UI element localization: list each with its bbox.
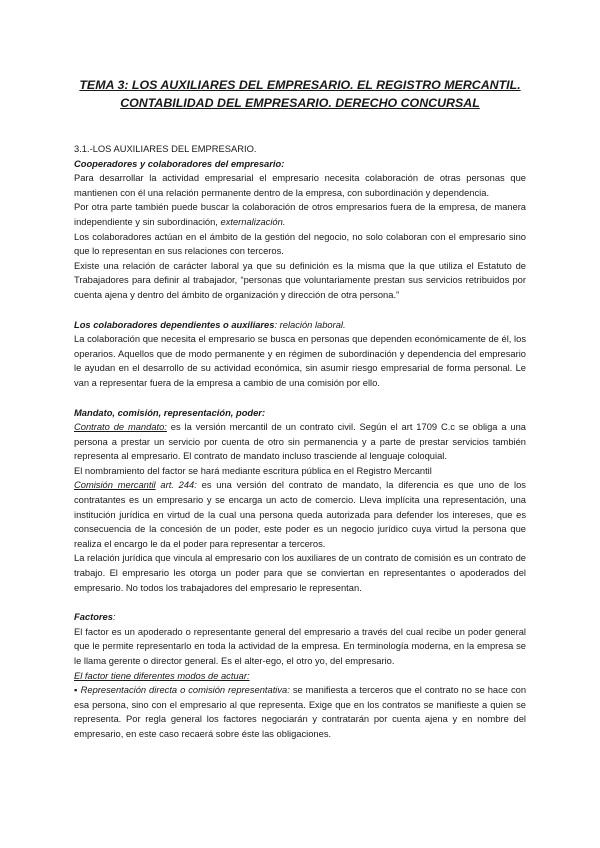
factores-heading-text: Factores (74, 612, 113, 623)
bullet-icon: ▪ (74, 685, 78, 696)
cooperadores-heading: Cooperadores y colaboradores del empresario: (74, 158, 285, 169)
cooperadores-paragraph-3: Los colaboradores actúan en el ámbito de la gestión del negocio, no solo colaboran con el empresario sino que lo representan en sus relaciones con terceros. (74, 231, 526, 257)
document-title (74, 76, 526, 112)
comision-text: es una versión del contrato de mandato, la diferencia es que uno de los contratantes es un empresario y se encarga un acto de comercio. Lleva implícita una representación, una institución jurídica en virtud de la cual una persona queda autorizada para defender los intereses, que es consecuencia de la concesión de un poder, este poder es un negocio jurídico cuya virtud la persona que realiza el encargo le da el poder para representar a terceros. (74, 480, 526, 549)
comision-paragraph (74, 478, 526, 551)
spacer (74, 391, 526, 406)
contrato-mandato-label: Contrato de mandato: (74, 422, 167, 433)
dependientes-heading (74, 318, 526, 333)
relacion-paragraph: La relación jurídica que vincula al empresario con los auxiliares de un contrato de comisión es un contrato de trabajo. El empresario les otorga un poder para que se conviertan en representantes o apoderados del empresario. No todos los trabajadores del empresario le representan. (74, 553, 526, 593)
cooperadores-p2-text: Por otra parte también puede buscar la colaboración de otros empresarios fuera de la empresa, de manera independiente y sin subordinación, (74, 202, 526, 227)
factores-heading-suffix: : (112, 612, 116, 623)
cooperadores-paragraph-4: Existe una relación de carácter laboral ya que su definición es la misma que la que utiliza el Estatuto de Trabajadores para definir al trabajador, “personas que voluntariamente prestan sus servicios retribuidos por cuenta ajena y dentro del ámbito de organización y dirección de otra persona.” (74, 260, 526, 300)
representacion-label: Representación directa o comisión representativa: (80, 685, 290, 696)
representacion-bullet (74, 683, 526, 741)
spacer (74, 595, 526, 610)
dependientes-paragraph-1: La colaboración que necesita el empresario se busca en personas que dependen económicamente de él, los operarios. Aquellos que de modo permanente y en régimen de subordinación y dependencia del empresario le ayudan en el desarrollo de su actividad económica, sin asumir riesgo empresarial de forma personal. Le van a representar fuera de la empresa a cambio de una comisión por ello. (74, 334, 526, 388)
dependientes-heading-text: Los colaboradores dependientes o auxiliares (74, 319, 275, 330)
cooperadores-paragraph-1: Para desarrollar la actividad empresarial el empresario necesita colaboración de otras personas que mantienen con él una relación permanente dentro de la empresa, con subordinación y dependencia. (74, 173, 526, 198)
factores-heading (74, 610, 526, 625)
document-body (74, 142, 526, 742)
contrato-mandato-paragraph (74, 420, 526, 464)
nombramiento-line: El nombramiento del factor se hará mediante escritura pública en el Registro Mercantil (74, 465, 432, 476)
title-line-2: CONTABILIDAD DEL EMPRESARIO. DERECHO CONCURSAL (120, 96, 480, 110)
factor-modos-heading: El factor tiene diferentes modos de actuar: (74, 670, 250, 681)
section-heading: 3.1.-LOS AUXILIARES DEL EMPRESARIO. (74, 144, 257, 154)
comision-article: art. 244: (155, 480, 197, 491)
externalizacion-term: externalización. (220, 216, 286, 227)
contrato-mandato-text: es la versión mercantil de un contrato civil. Según el art 1709 C.c se obliga a una persona a prestar un servicio por cuenta de otro sin permanencia y a parte de prestar servicios también representa al empresario. El contrato de mandato incluso trasciende al lenguaje coloquial. (74, 422, 526, 462)
dependientes-heading-suffix: : relación laboral. (274, 319, 346, 330)
comision-label: Comisión mercantil (74, 480, 156, 491)
cooperadores-paragraph-2 (74, 200, 526, 229)
representacion-text: se manifiesta a terceros que el contrato no se hace con esa persona, sino con el empresario al que representa. Exige que en los contratos se manifieste a quien se representa. Por regla general los factores negociarán y contratarán por cuenta ajena y en nombre del empresario, en este caso recaerá sobre éste las obligaciones. (74, 685, 527, 739)
factores-paragraph-1: El factor es un apoderado o representante general del empresario a través del cual recibe un poder general que le permite representarlo en toda la actividad de la empresa. En terminología moderna, en la empresa se le llama gerente o director general. Es el alter-ego, el otro yo, del empresario. (74, 626, 526, 666)
spacer (74, 303, 526, 318)
title-line-1: TEMA 3: LOS AUXILIARES DEL EMPRESARIO. EL REGISTRO MERCANTIL. (79, 78, 521, 92)
mandato-heading: Mandato, comisión, representación, poder: (74, 407, 266, 418)
